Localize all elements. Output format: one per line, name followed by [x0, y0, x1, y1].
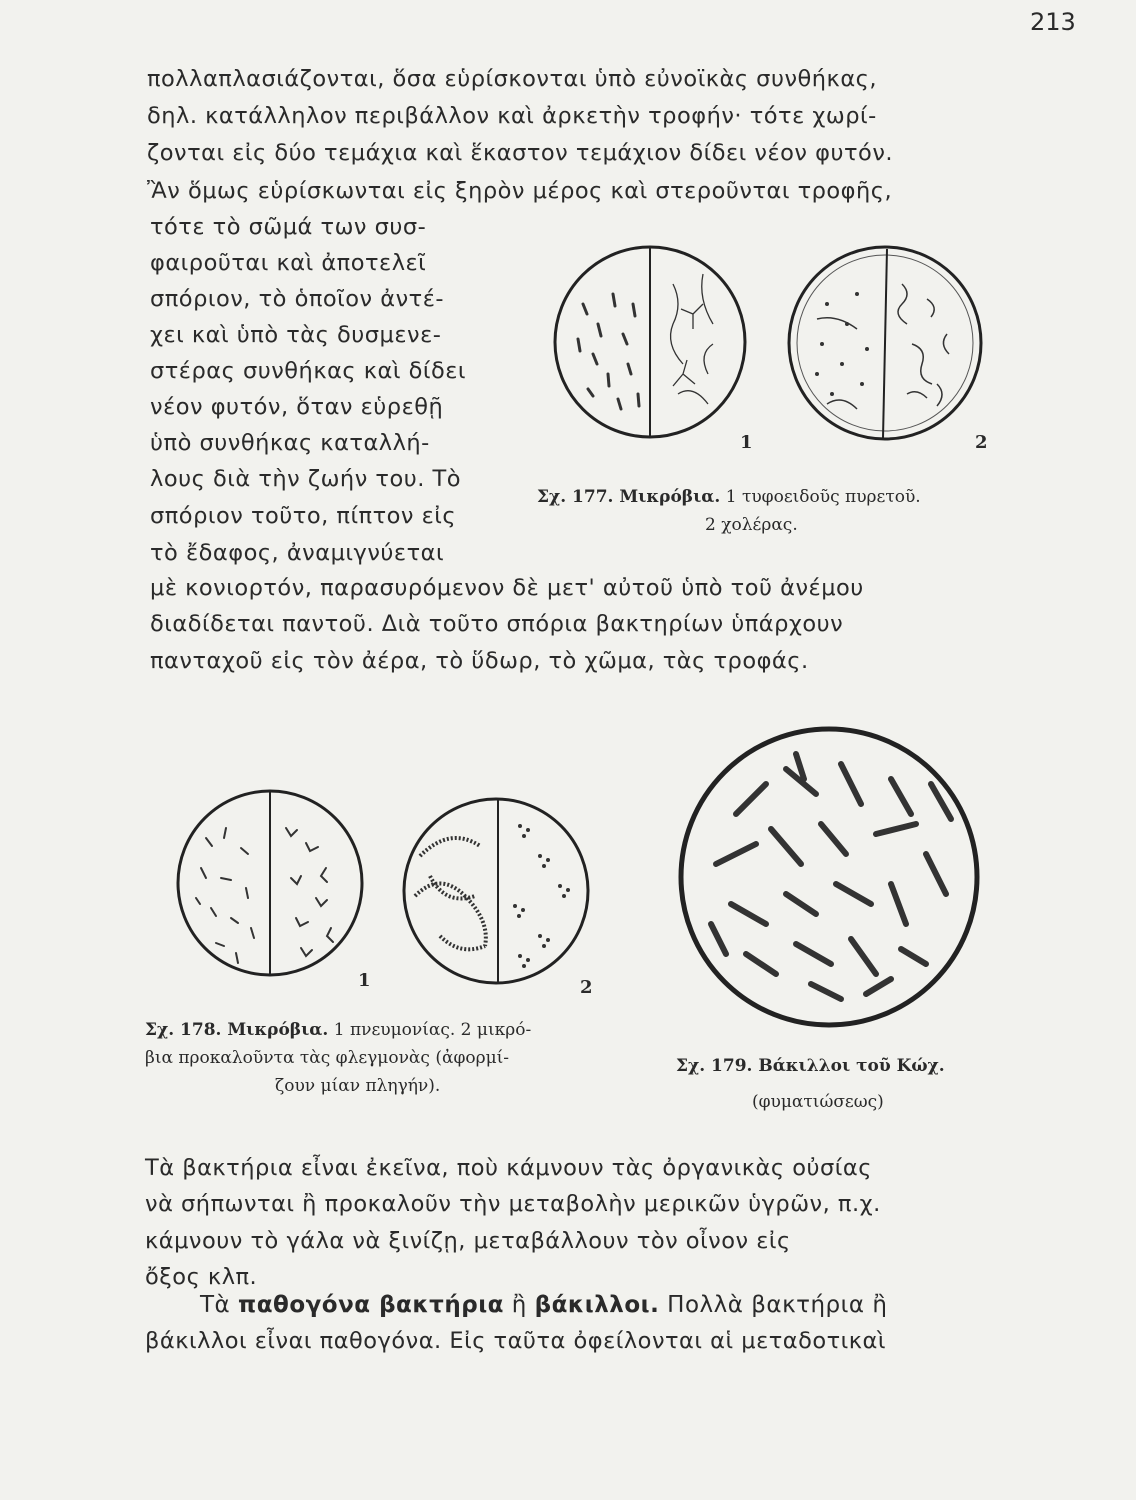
heading-prefix: Τὰ — [200, 1292, 239, 1318]
figure-177-microbe-circle-1 — [553, 244, 747, 440]
text-line: μὲ κονιορτόν, παρασυρόμενον δὲ μετ' αὐτοῦ ὑπὸ τοῦ ἀνέμου — [150, 575, 864, 601]
text-line: νὰ σήπωνται ἢ προκαλοῦν τὴν μεταβολὴν μερικῶν ὑγρῶν, π.χ. — [145, 1191, 881, 1217]
caption-title: Σχ. 177. Μικρόβια. — [537, 487, 721, 507]
figure-178-label-2: 2 — [580, 977, 593, 998]
text-line: δηλ. κατάλληλον περιβάλλον καὶ ἀρκετὴν τροφήν· τότε χωρί- — [147, 103, 877, 129]
heading-mid: ἢ — [503, 1292, 535, 1318]
page-number: 213 — [1030, 8, 1076, 36]
caption-text: 1 πνευμονίας. 2 μικρό- — [333, 1020, 532, 1040]
figure-179-caption — [676, 1056, 945, 1076]
heading-rest: Πολλὰ βακτήρια ἢ — [659, 1292, 888, 1318]
figure-177-microbe-circle-2 — [787, 244, 983, 442]
figure-179-koch-bacilli-circle — [676, 724, 982, 1030]
text-line: σπόριον, τὸ ὁποῖον ἀντέ- — [150, 286, 444, 312]
figure-177-caption-line2: 2 χολέρας. — [705, 515, 798, 535]
caption-text: 1 τυφοειδοῦς πυρετοῦ. — [725, 487, 921, 507]
text-line: ζονται εἰς δύο τεμάχια καὶ ἕκαστον τεμάχιον δίδει νέον φυτόν. — [147, 140, 894, 166]
text-line: ὑπὸ συνθήκας καταλλή- — [150, 430, 430, 456]
text-line: Ἂν ὅμως εὑρίσκωνται εἰς ξηρὸν μέρος καὶ στεροῦνται τροφῆς, — [147, 178, 893, 204]
figure-178-caption-line2: βια προκαλοῦντα τὰς φλεγμονὰς (ἀφορμί- — [145, 1048, 510, 1068]
figure-177-label-2: 2 — [975, 432, 988, 453]
figure-178-microbe-circle-2 — [400, 796, 592, 986]
text-line: χει καὶ ὑπὸ τὰς δυσμενε- — [150, 322, 442, 348]
figure-178-microbe-circle-1 — [176, 788, 364, 978]
figure-178-label-1: 1 — [358, 970, 371, 991]
text-line: πολλαπλασιάζονται, ὅσα εὑρίσκονται ὑπὸ εὐνοϊκὰς συνθήκας, — [147, 66, 878, 92]
text-line: διαδίδεται παντοῦ. Διὰ τοῦτο σπόρια βακτηρίων ὑπάρχουν — [150, 611, 844, 637]
text-line: ὄξος κλπ. — [145, 1264, 258, 1290]
text-line: Τὰ βακτήρια εἶναι ἐκεῖνα, ποὺ κάμνουν τὰς ὀργανικὰς οὐσίας — [145, 1155, 872, 1181]
text-line: κάμνουν τὸ γάλα νὰ ξινίζῃ, μεταβάλλουν τὸν οἶνον εἰς — [145, 1228, 791, 1254]
text-line: πανταχοῦ εἰς τὸν ἀέρα, τὸ ὕδωρ, τὸ χῶμα, τὰς τροφάς. — [150, 648, 809, 674]
text-line: σπόριον τοῦτο, πίπτον εἰς — [150, 503, 457, 529]
text-line: τότε τὸ σῶμά των συσ- — [150, 214, 427, 240]
text-line: λους διὰ τὴν ζωήν του. Τὸ — [150, 466, 462, 492]
figure-179-caption-line2: (φυματιώσεως) — [752, 1092, 884, 1112]
text-line: στέρας συνθήκας καὶ δίδει — [150, 358, 467, 384]
figure-177-caption — [537, 487, 921, 507]
text-line: φαιροῦται καὶ ἀποτελεῖ — [150, 250, 427, 276]
text-line: νέον φυτόν, ὅταν εὑρεθῇ — [150, 394, 444, 420]
caption-title: Σχ. 179. Βάκιλλοι τοῦ Κώχ. — [676, 1056, 945, 1076]
text-line: βάκιλλοι εἶναι παθογόνα. Εἰς ταῦτα ὀφείλονται αἱ μεταδοτικαὶ — [145, 1328, 887, 1354]
heading-term-pathogenic-bacteria: παθογόνα βακτήρια — [238, 1292, 504, 1318]
heading-term-bacilli: βάκιλλοι. — [534, 1292, 660, 1318]
figure-178-caption-line3: ζουν μίαν πληγήν). — [275, 1076, 441, 1096]
figure-178-caption — [145, 1020, 531, 1040]
section-heading-line — [200, 1292, 887, 1318]
text-line: τὸ ἔδαφος, ἀναμιγνύεται — [150, 540, 445, 566]
figure-177-label-1: 1 — [740, 432, 753, 453]
caption-title: Σχ. 178. Μικρόβια. — [145, 1020, 329, 1040]
